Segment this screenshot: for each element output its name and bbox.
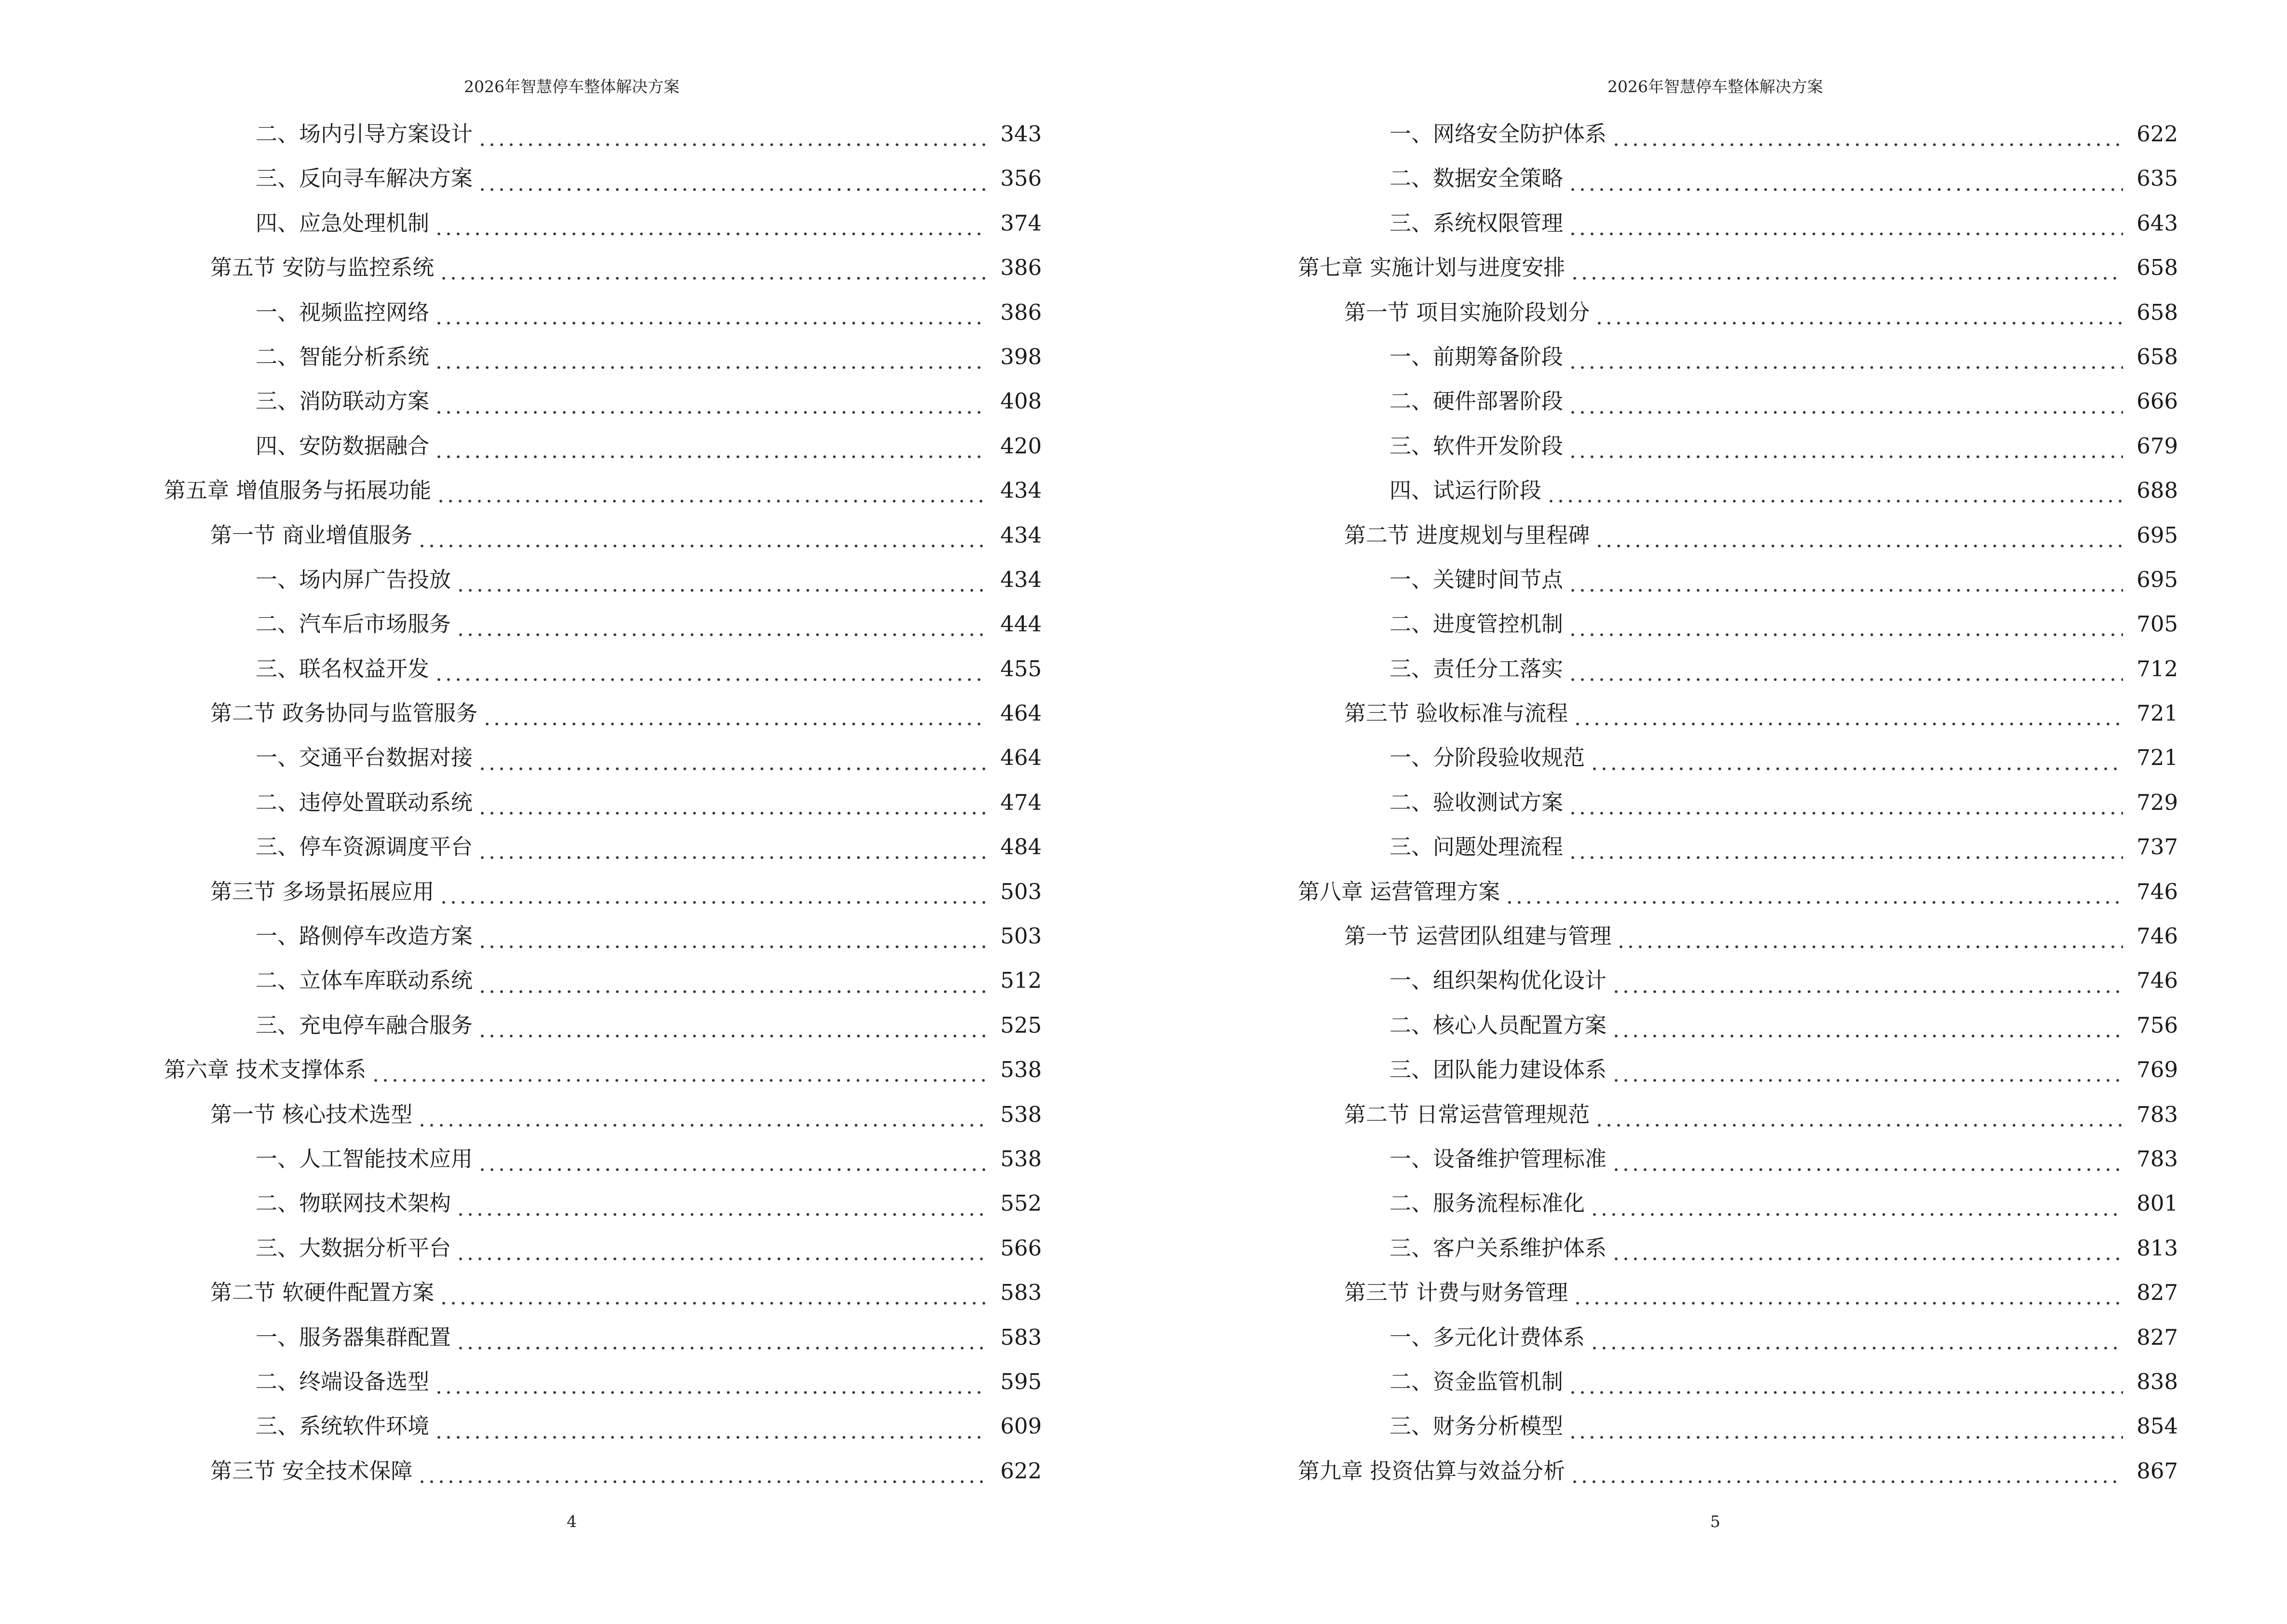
toc-entry-page: 783 (2137, 1146, 2178, 1172)
toc-entry[interactable] (164, 1276, 1042, 1320)
dot-leader (1568, 410, 2123, 414)
dot-leader (371, 1078, 987, 1082)
toc-entry-title: 第二节 政务协同与监管服务 (210, 700, 478, 726)
toc-entry-page: 721 (2137, 700, 2178, 726)
toc-entry-page: 679 (2137, 433, 2178, 459)
dot-leader (1568, 588, 2123, 592)
toc-entry-title: 二、终端设备选型 (256, 1368, 430, 1394)
dot-leader (417, 544, 987, 548)
dot-leader (1568, 811, 2123, 815)
dot-leader (1616, 945, 2123, 949)
toc-entry[interactable] (164, 741, 1042, 785)
toc-entry-page: 434 (1000, 566, 1042, 592)
toc-entry-page: 503 (1000, 923, 1042, 949)
toc-entry[interactable] (1298, 1454, 2178, 1499)
dot-leader (1573, 722, 2123, 726)
toc-entry-title: 三、系统软件环境 (256, 1413, 430, 1439)
running-header: 2026年智慧停车整体解决方案 (464, 77, 680, 96)
toc-entry-title: 第九章 投资估算与效益分析 (1298, 1458, 1566, 1484)
toc-entry-title: 一、组织架构优化设计 (1389, 968, 1607, 994)
toc-entry-page: 712 (2137, 655, 2178, 682)
toc-entry-title: 三、问题处理流程 (1389, 834, 1564, 860)
toc-entry-title: 第三节 多场景拓展应用 (210, 878, 435, 904)
toc-entry-page: 356 (1000, 165, 1042, 191)
toc-entry-page: 737 (2137, 834, 2178, 860)
toc-entry-title: 三、客户关系维护体系 (1389, 1235, 1607, 1261)
toc-entry[interactable] (1298, 964, 2178, 1008)
toc-list (164, 117, 1042, 1499)
toc-entry-page: 801 (2137, 1190, 2178, 1216)
page-number: 5 (1710, 1512, 1720, 1531)
toc-entry[interactable] (1298, 1053, 2178, 1097)
toc-entry-title: 一、前期筹备阶段 (1389, 343, 1564, 369)
dot-leader (1590, 1213, 2123, 1216)
toc-entry-title: 一、路侧停车改造方案 (256, 923, 473, 949)
toc-entry-page: 658 (2137, 255, 2178, 281)
toc-entry[interactable] (164, 875, 1042, 919)
toc-entry[interactable] (1298, 1365, 2178, 1409)
toc-entry[interactable] (164, 384, 1042, 429)
toc-entry-page: 827 (2137, 1280, 2178, 1306)
toc-entry[interactable] (164, 1454, 1042, 1499)
toc-entry-title: 三、大数据分析平台 (256, 1235, 451, 1261)
toc-entry-page: 813 (2137, 1235, 2178, 1261)
toc-entry[interactable] (1298, 696, 2178, 741)
toc-entry[interactable] (1298, 1231, 2178, 1276)
toc-entry[interactable] (1298, 206, 2178, 251)
toc-entry-page: 444 (1000, 611, 1042, 637)
toc-entry-page: 746 (2137, 878, 2178, 904)
toc-entry-page: 635 (2137, 165, 2178, 191)
toc-entry[interactable] (1298, 875, 2178, 919)
toc-entry-page: 867 (2137, 1458, 2178, 1484)
toc-entry[interactable] (1298, 1321, 2178, 1365)
toc-entry[interactable] (164, 1187, 1042, 1231)
dot-leader (1611, 143, 2123, 147)
toc-entry-page: 538 (1000, 1057, 1042, 1083)
toc-entry[interactable] (1298, 1142, 2178, 1187)
right-page (1144, 0, 2287, 1624)
dot-leader (439, 276, 987, 280)
toc-entry[interactable] (1298, 1098, 2178, 1142)
dot-leader (1568, 232, 2123, 236)
toc-entry[interactable] (164, 1321, 1042, 1365)
toc-entry-title: 一、视频监控网络 (256, 299, 430, 325)
dot-leader (477, 990, 987, 994)
toc-entry[interactable] (1298, 563, 2178, 607)
dot-leader (1594, 1123, 2123, 1127)
dot-leader (1505, 901, 2123, 904)
dot-leader (477, 143, 987, 147)
toc-entry-title: 一、多元化计费体系 (1389, 1324, 1585, 1350)
dot-leader (1590, 767, 2123, 771)
toc-entry[interactable] (1298, 786, 2178, 830)
dot-leader (434, 366, 987, 369)
toc-entry-title: 二、汽车后市场服务 (256, 611, 451, 637)
dot-leader (456, 1257, 987, 1261)
dot-leader (1568, 366, 2123, 369)
toc-entry-title: 第一节 运营团队组建与管理 (1344, 923, 1612, 949)
toc-entry-page: 386 (1000, 299, 1042, 325)
toc-entry-title: 第二节 日常运营管理规范 (1344, 1101, 1590, 1127)
toc-entry[interactable] (1298, 474, 2178, 518)
dot-leader (439, 1301, 987, 1305)
toc-entry[interactable] (1298, 741, 2178, 785)
toc-entry-title: 第一节 商业增值服务 (210, 522, 413, 548)
toc-entry-title: 一、人工智能技术应用 (256, 1146, 473, 1172)
toc-entry[interactable] (164, 786, 1042, 830)
toc-entry-title: 三、财务分析模型 (1389, 1413, 1564, 1439)
toc-entry-title: 一、场内屏广告投放 (256, 566, 451, 592)
toc-entry-page: 408 (1000, 388, 1042, 414)
toc-entry[interactable] (164, 340, 1042, 384)
dot-leader (477, 811, 987, 815)
dot-leader (456, 588, 987, 592)
toc-entry-page: 525 (1000, 1012, 1042, 1038)
dot-leader (1568, 856, 2123, 860)
toc-entry-title: 二、验收测试方案 (1389, 789, 1564, 815)
toc-entry-title: 三、联名权益开发 (256, 655, 430, 682)
toc-entry[interactable] (164, 251, 1042, 295)
toc-entry-page: 398 (1000, 343, 1042, 369)
dot-leader (1611, 1257, 2123, 1261)
toc-entry-title: 三、责任分工落实 (1389, 655, 1564, 682)
toc-entry-title: 第二节 进度规划与里程碑 (1344, 522, 1590, 548)
dot-leader (436, 499, 987, 503)
toc-entry-page: 538 (1000, 1146, 1042, 1172)
toc-entry-page: 566 (1000, 1235, 1042, 1261)
toc-entry-page: 838 (2137, 1368, 2178, 1394)
toc-entry-title: 第一节 项目实施阶段划分 (1344, 299, 1590, 325)
dot-leader (1568, 678, 2123, 682)
toc-entry[interactable] (1298, 607, 2178, 652)
toc-entry[interactable] (164, 919, 1042, 964)
toc-entry-title: 第三节 安全技术保障 (210, 1458, 413, 1484)
toc-entry-page: 464 (1000, 745, 1042, 771)
toc-entry-title: 第五节 安防与监控系统 (210, 255, 435, 281)
toc-entry-page: 609 (1000, 1413, 1042, 1439)
dot-leader (482, 722, 987, 726)
toc-entry-title: 二、核心人员配置方案 (1389, 1012, 1607, 1038)
toc-entry[interactable] (164, 652, 1042, 696)
dot-leader (477, 945, 987, 949)
toc-entry-title: 三、充电停车融合服务 (256, 1012, 473, 1038)
dot-leader (1573, 1301, 2123, 1305)
toc-entry[interactable] (1298, 1409, 2178, 1454)
toc-entry-page: 386 (1000, 255, 1042, 281)
dot-leader (456, 1346, 987, 1350)
toc-entry-title: 一、交通平台数据对接 (256, 745, 473, 771)
toc-entry-page: 658 (2137, 299, 2178, 325)
dot-leader (1568, 188, 2123, 191)
toc-entry-page: 512 (1000, 968, 1042, 994)
dot-leader (477, 767, 987, 771)
dot-leader (434, 678, 987, 682)
toc-entry-page: 695 (2137, 566, 2178, 592)
dot-leader (417, 1123, 987, 1127)
toc-entry-title: 三、团队能力建设体系 (1389, 1057, 1607, 1083)
toc-entry-title: 二、智能分析系统 (256, 343, 430, 369)
toc-entry[interactable] (164, 117, 1042, 162)
toc-entry[interactable] (164, 296, 1042, 340)
toc-entry[interactable] (1298, 251, 2178, 295)
toc-entry-title: 三、反向寻车解决方案 (256, 165, 473, 191)
toc-entry[interactable] (1298, 519, 2178, 563)
toc-entry[interactable] (164, 162, 1042, 206)
toc-entry-title: 第三节 计费与财务管理 (1344, 1280, 1568, 1306)
toc-entry-page: 434 (1000, 522, 1042, 548)
toc-entry-page: 420 (1000, 433, 1042, 459)
toc-entry-title: 第一节 核心技术选型 (210, 1101, 413, 1127)
dot-leader (1568, 1435, 2123, 1439)
toc-entry-title: 第七章 实施计划与进度安排 (1298, 255, 1566, 281)
toc-entry-page: 583 (1000, 1324, 1042, 1350)
toc-entry[interactable] (164, 1365, 1042, 1409)
toc-entry-page: 622 (1000, 1458, 1042, 1484)
toc-entry-title: 第三节 验收标准与流程 (1344, 700, 1568, 726)
toc-entry-page: 746 (2137, 923, 2178, 949)
toc-entry-title: 二、立体车库联动系统 (256, 968, 473, 994)
toc-entry-page: 729 (2137, 789, 2178, 815)
toc-entry-page: 746 (2137, 968, 2178, 994)
toc-entry[interactable] (1298, 162, 2178, 206)
dot-leader (477, 1034, 987, 1038)
toc-entry-page: 434 (1000, 478, 1042, 504)
dot-leader (1570, 1480, 2123, 1484)
dot-leader (439, 901, 987, 904)
toc-entry-page: 688 (2137, 478, 2178, 504)
toc-entry-title: 第五章 增值服务与拓展功能 (164, 478, 432, 504)
toc-entry-title: 一、设备维护管理标准 (1389, 1146, 1607, 1172)
toc-entry[interactable] (164, 429, 1042, 474)
toc-entry-page: 538 (1000, 1101, 1042, 1127)
toc-entry[interactable] (1298, 1187, 2178, 1231)
dot-leader (456, 1213, 987, 1216)
running-header: 2026年智慧停车整体解决方案 (1607, 77, 1823, 96)
toc-entry-page: 643 (2137, 210, 2178, 236)
dot-leader (1546, 499, 2123, 503)
toc-entry-title: 二、服务流程标准化 (1389, 1190, 1585, 1216)
toc-entry[interactable] (164, 696, 1042, 741)
toc-entry-page: 666 (2137, 388, 2178, 414)
toc-entry[interactable] (164, 563, 1042, 607)
toc-entry[interactable] (164, 1409, 1042, 1454)
toc-list (1298, 117, 2178, 1499)
toc-entry-title: 一、关键时间节点 (1389, 566, 1564, 592)
toc-entry-title: 四、应急处理机制 (256, 210, 430, 236)
toc-entry[interactable] (164, 607, 1042, 652)
toc-entry[interactable] (164, 830, 1042, 874)
dot-leader (1570, 276, 2123, 280)
toc-entry-page: 756 (2137, 1012, 2178, 1038)
page-number: 4 (567, 1512, 577, 1531)
toc-entry-page: 827 (2137, 1324, 2178, 1350)
toc-entry-title: 二、场内引导方案设计 (256, 121, 473, 147)
toc-entry[interactable] (164, 1053, 1042, 1097)
dot-leader (434, 410, 987, 414)
toc-entry-page: 595 (1000, 1368, 1042, 1394)
toc-entry[interactable] (164, 1009, 1042, 1053)
dot-leader (434, 1435, 987, 1439)
toc-entry[interactable] (164, 1098, 1042, 1142)
toc-entry-page: 343 (1000, 121, 1042, 147)
dot-leader (1568, 455, 2123, 459)
dot-leader (1590, 1346, 2123, 1350)
dot-leader (1568, 1391, 2123, 1394)
dot-leader (1568, 633, 2123, 637)
toc-entry-page: 705 (2137, 611, 2178, 637)
toc-entry[interactable] (1298, 1009, 2178, 1053)
dot-leader (434, 1391, 987, 1394)
toc-entry-page: 721 (2137, 745, 2178, 771)
toc-entry-page: 622 (2137, 121, 2178, 147)
toc-entry[interactable] (1298, 652, 2178, 696)
toc-entry-title: 三、消防联动方案 (256, 388, 430, 414)
dot-leader (1611, 1168, 2123, 1172)
dot-leader (417, 1480, 987, 1484)
toc-entry-title: 二、资金监管机制 (1389, 1368, 1564, 1394)
toc-entry-page: 658 (2137, 343, 2178, 369)
toc-entry-title: 三、系统权限管理 (1389, 210, 1564, 236)
toc-entry[interactable] (1298, 296, 2178, 340)
toc-entry-page: 455 (1000, 655, 1042, 682)
toc-entry[interactable] (1298, 830, 2178, 874)
toc-entry-page: 474 (1000, 789, 1042, 815)
toc-entry-title: 二、进度管控机制 (1389, 611, 1564, 637)
toc-entry[interactable] (1298, 117, 2178, 162)
toc-entry[interactable] (164, 206, 1042, 251)
dot-leader (1594, 321, 2123, 325)
toc-entry-page: 783 (2137, 1101, 2178, 1127)
toc-entry-title: 二、违停处置联动系统 (256, 789, 473, 815)
dot-leader (1611, 1034, 2123, 1038)
toc-entry[interactable] (1298, 919, 2178, 964)
toc-entry[interactable] (1298, 429, 2178, 474)
toc-entry-page: 464 (1000, 700, 1042, 726)
dot-leader (1611, 1078, 2123, 1082)
toc-entry-title: 二、硬件部署阶段 (1389, 388, 1564, 414)
toc-entry-page: 854 (2137, 1413, 2178, 1439)
toc-entry-page: 552 (1000, 1190, 1042, 1216)
toc-entry[interactable] (1298, 384, 2178, 429)
dot-leader (1611, 990, 2123, 994)
toc-entry-title: 第二节 软硬件配置方案 (210, 1280, 435, 1306)
toc-entry-page: 583 (1000, 1280, 1042, 1306)
toc-entry[interactable] (1298, 1276, 2178, 1320)
dot-leader (434, 455, 987, 459)
toc-entry-title: 四、安防数据融合 (256, 433, 430, 459)
toc-entry-page: 769 (2137, 1057, 2178, 1083)
dot-leader (434, 321, 987, 325)
toc-entry[interactable] (1298, 340, 2178, 384)
toc-entry-page: 503 (1000, 878, 1042, 904)
dot-leader (1594, 544, 2123, 548)
dot-leader (477, 1168, 987, 1172)
toc-entry-title: 二、数据安全策略 (1389, 165, 1564, 191)
toc-entry-title: 第八章 运营管理方案 (1298, 878, 1500, 904)
toc-entry-title: 一、网络安全防护体系 (1389, 121, 1607, 147)
toc-entry[interactable] (164, 1231, 1042, 1276)
toc-entry-title: 二、物联网技术架构 (256, 1190, 451, 1216)
dot-leader (434, 232, 987, 236)
toc-entry-title: 三、软件开发阶段 (1389, 433, 1564, 459)
toc-entry[interactable] (164, 1142, 1042, 1187)
toc-entry-page: 484 (1000, 834, 1042, 860)
toc-entry-title: 一、服务器集群配置 (256, 1324, 451, 1350)
toc-entry-title: 三、停车资源调度平台 (256, 834, 473, 860)
dot-leader (477, 188, 987, 191)
toc-entry[interactable] (164, 964, 1042, 1008)
toc-entry-title: 四、试运行阶段 (1389, 478, 1542, 504)
toc-entry[interactable] (164, 474, 1042, 518)
dot-leader (456, 633, 987, 637)
toc-entry-title: 第六章 技术支撑体系 (164, 1057, 367, 1083)
toc-entry-title: 一、分阶段验收规范 (1389, 745, 1585, 771)
dot-leader (477, 856, 987, 860)
toc-entry[interactable] (164, 519, 1042, 563)
toc-entry-page: 695 (2137, 522, 2178, 548)
toc-entry-page: 374 (1000, 210, 1042, 236)
